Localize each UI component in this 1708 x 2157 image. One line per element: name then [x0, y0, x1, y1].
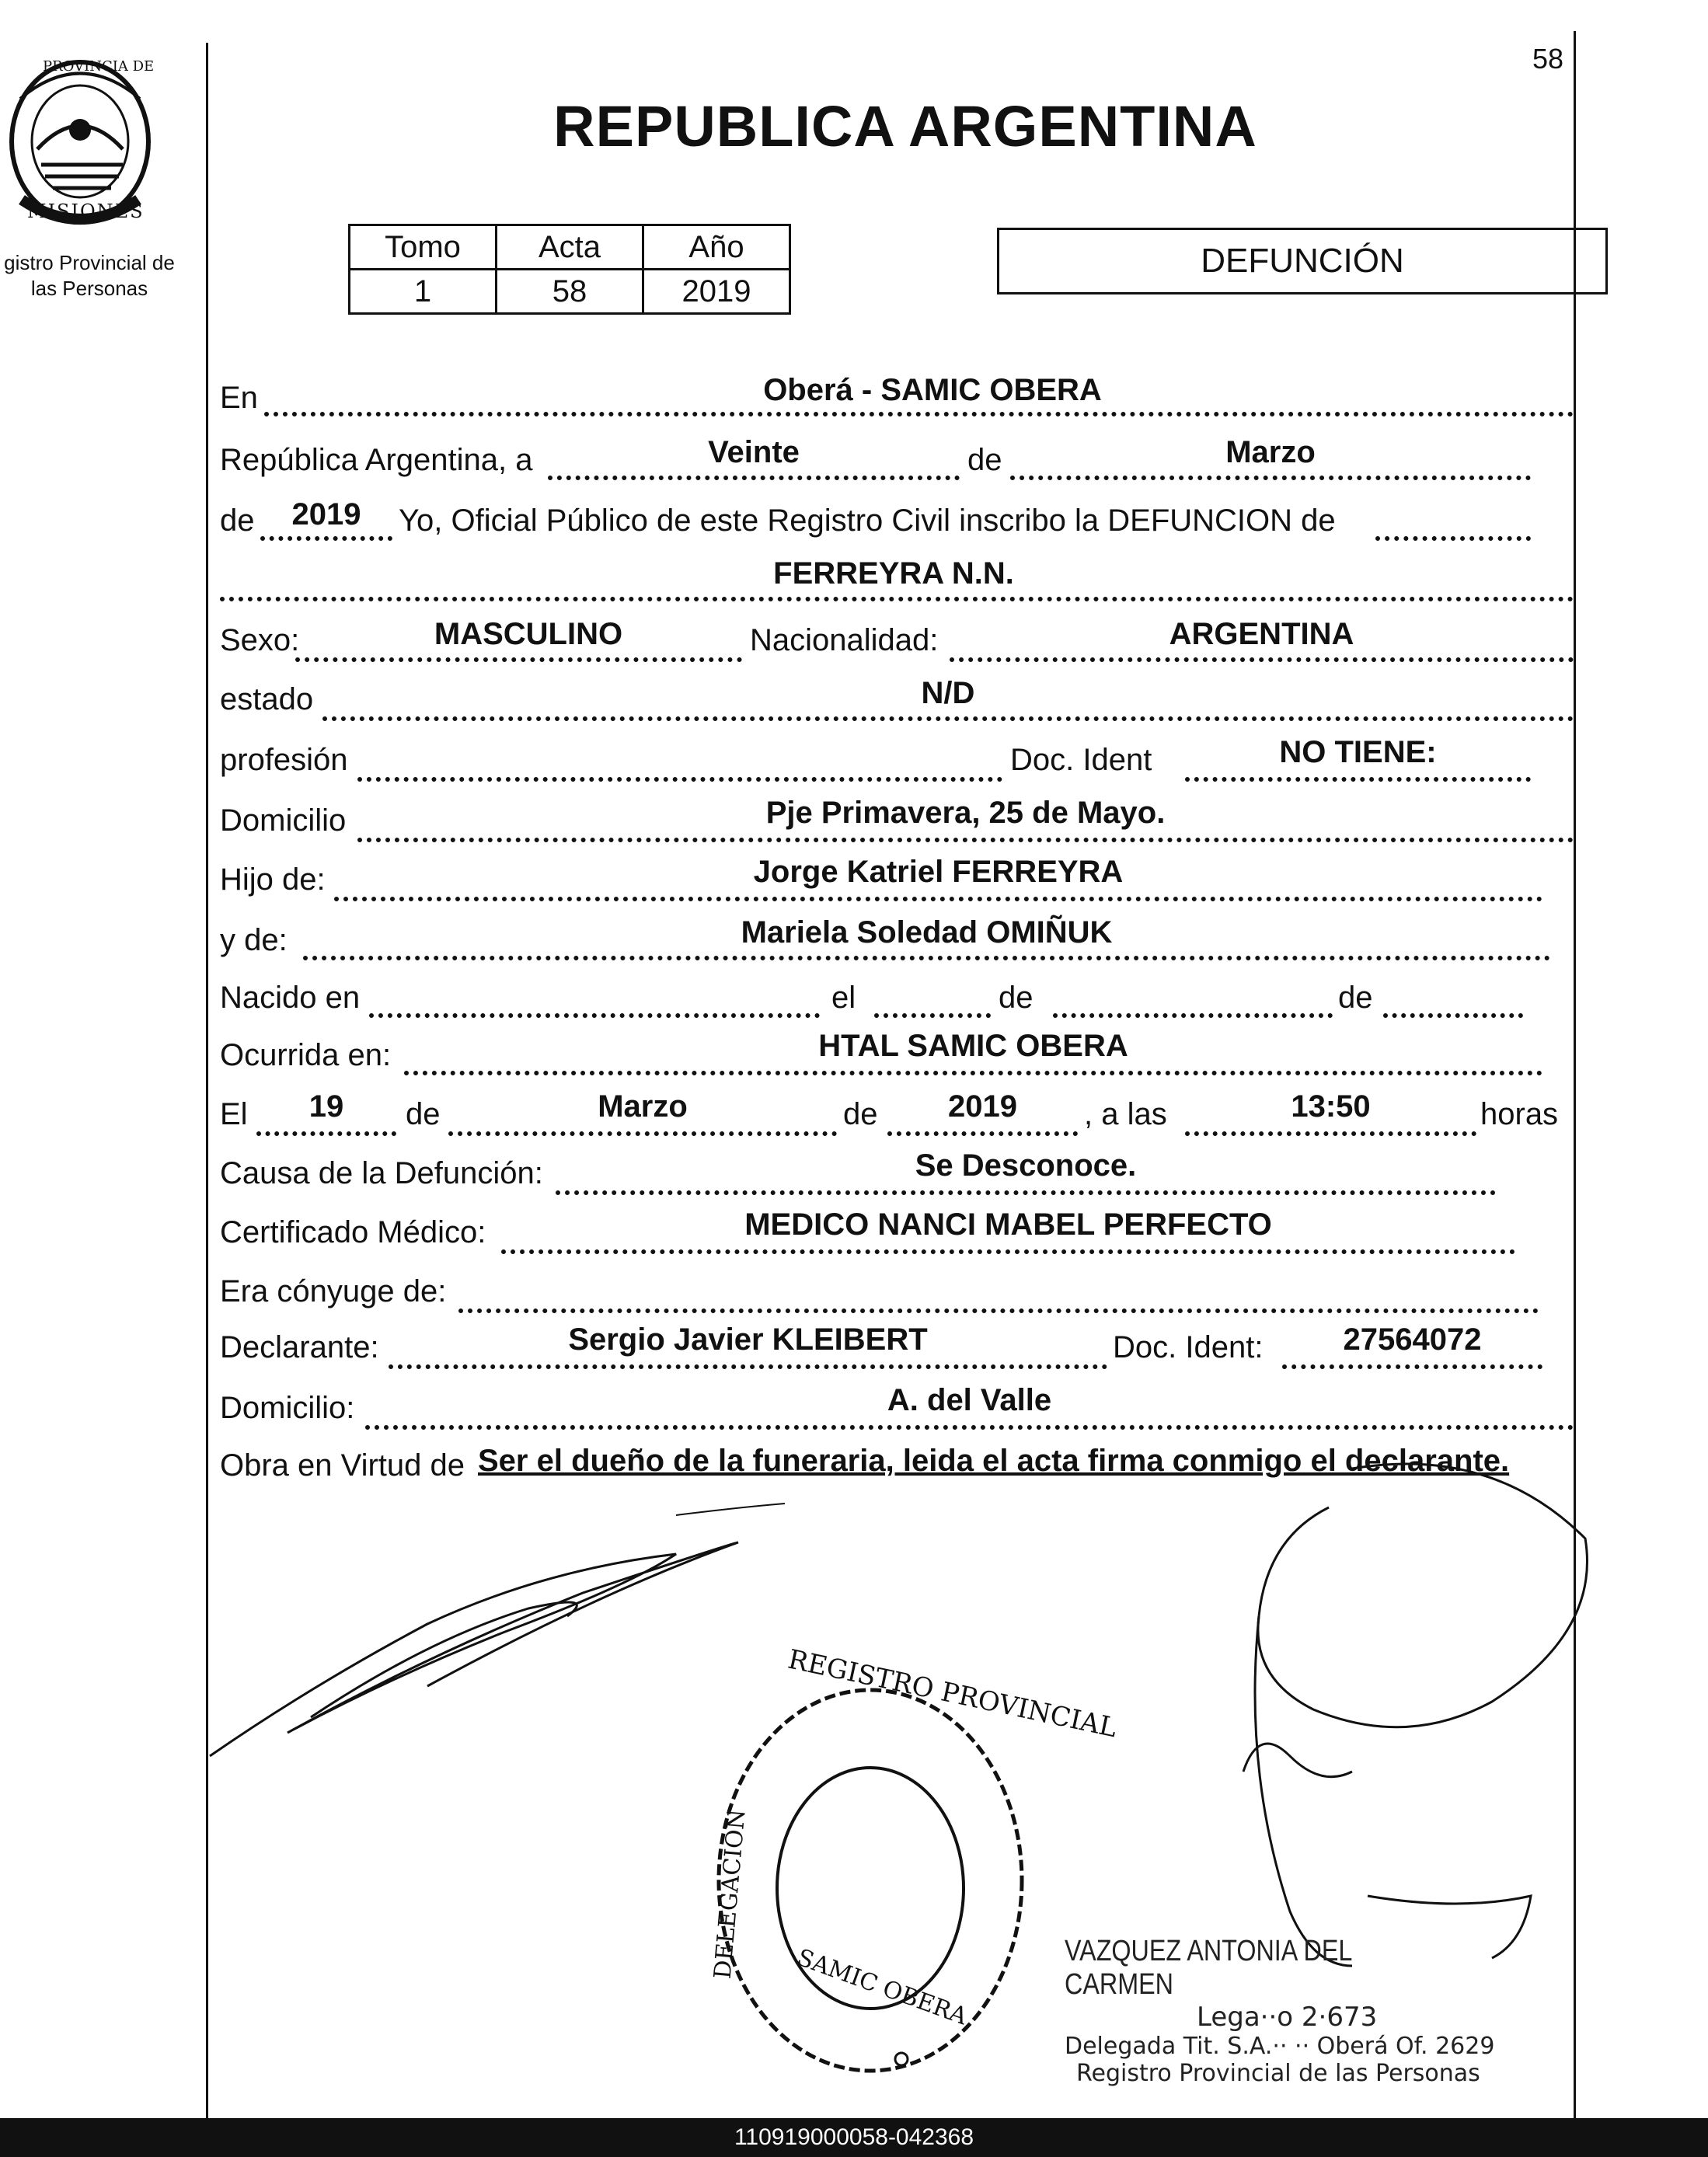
- anio-header: Año: [643, 225, 790, 270]
- sexo-line: [295, 657, 742, 662]
- tomo-header: Tomo: [350, 225, 497, 270]
- registry-table: [348, 224, 791, 315]
- doc2-value: 27564072: [1343, 1322, 1482, 1357]
- nacido-el-label: el: [831, 981, 856, 1015]
- conyuge-label: Era cónyuge de:: [220, 1274, 447, 1308]
- yo-line: [1375, 536, 1531, 541]
- dia-value: Veinte: [708, 435, 800, 469]
- anio2-value: 2019: [948, 1089, 1017, 1124]
- stamp-bottom-text: SAMIC OBERA: [793, 1943, 971, 2031]
- tomo-value: 1: [350, 270, 497, 314]
- ocurrida-value: HTAL SAMIC OBERA: [818, 1029, 1128, 1063]
- officer-delegada: Delegada Tit. S.A.·· ·· Oberá Of. 2629: [1065, 2033, 1495, 2060]
- causa-label: Causa de la Defunción:: [220, 1156, 543, 1190]
- sexo-label: Sexo:: [220, 623, 300, 657]
- official-stamp: [707, 1678, 1034, 2082]
- anio-value: 2019: [291, 497, 361, 531]
- el2-label: El: [220, 1097, 248, 1131]
- estado-value: N/D: [921, 676, 975, 710]
- nacionalidad-line: [950, 657, 1574, 662]
- domicilio2-label: Domicilio:: [220, 1391, 355, 1425]
- yo-text: Yo, Oficial Público de este Registro Civil inscribo la DEFUNCION de: [399, 504, 1336, 538]
- declarante-label: Declarante:: [220, 1330, 379, 1364]
- declarante-line: [389, 1364, 1107, 1369]
- obra-label: Obra en Virtud de: [220, 1448, 465, 1483]
- anio-line: [260, 536, 392, 541]
- seal-text-top: PROVINCIA DE: [43, 58, 155, 75]
- page-number: 58: [1532, 43, 1564, 75]
- profesion-line: [357, 777, 1002, 782]
- dia2-value: 19: [308, 1089, 344, 1124]
- dia2-line: [256, 1131, 396, 1136]
- domicilio-label: Domicilio: [220, 803, 347, 838]
- record-type-box: DEFUNCIÓN: [997, 228, 1608, 294]
- stamp-left-text: DELEGACION: [709, 1807, 751, 1981]
- yde-value: Mariela Soledad OMIÑUK: [741, 915, 1113, 950]
- nacionalidad-value: ARGENTINA: [1169, 617, 1354, 651]
- nacido-mes-line: [1053, 1013, 1333, 1018]
- causa-value: Se Desconoce.: [915, 1148, 1137, 1183]
- doc-ident-line: [1185, 777, 1531, 782]
- horas-label: horas: [1480, 1097, 1559, 1131]
- certificado-label: Certificado Médico:: [220, 1215, 486, 1249]
- seal-caption-line1: gistro Provincial de: [4, 251, 175, 274]
- de-label: de: [967, 443, 1002, 477]
- conyuge-line: [458, 1308, 1539, 1313]
- anio-value: 2019: [643, 270, 790, 314]
- hora-value: 13:50: [1291, 1089, 1371, 1124]
- stamp-top-text: REGISTRO PROVINCIAL: [785, 1643, 1120, 1744]
- domicilio-line: [357, 838, 1574, 842]
- en-line: [264, 412, 1574, 416]
- officer-name: VAZQUEZ ANTONIA DEL CARMEN: [1065, 1935, 1352, 2001]
- hijo-value: Jorge Katriel FERREYRA: [753, 855, 1124, 889]
- en-label: En: [220, 381, 258, 415]
- seal-text-bottom: MISIONES: [27, 200, 145, 222]
- nacido-label: Nacido en: [220, 981, 361, 1015]
- causa-line: [556, 1190, 1496, 1195]
- declarante-value: Sergio Javier KLEIBERT: [568, 1322, 928, 1357]
- hora-line: [1185, 1131, 1476, 1136]
- nacido-anio-line: [1383, 1013, 1523, 1018]
- republica-label: República Argentina, a: [220, 443, 533, 477]
- nombre-value: FERREYRA N.N.: [773, 556, 1014, 591]
- de4-label: de: [843, 1097, 878, 1131]
- obra-value: Ser el dueño de la funeraria, leida el acta firma conmigo el declarante.: [478, 1444, 1510, 1478]
- anio2-line: [887, 1131, 1078, 1136]
- de3-label: de: [406, 1097, 441, 1131]
- domicilio2-line: [365, 1425, 1574, 1430]
- estado-label: estado: [220, 682, 314, 716]
- en-value: Oberá - SAMIC OBERA: [763, 373, 1102, 407]
- acta-header: Acta: [497, 225, 643, 270]
- estado-line: [322, 716, 1574, 721]
- mes2-value: Marzo: [598, 1089, 688, 1124]
- nacido-line: [369, 1013, 820, 1018]
- doc-ident-label: Doc. Ident: [1010, 743, 1152, 777]
- certificado-value: MEDICO NANCI MABEL PERFECTO: [744, 1207, 1272, 1242]
- nacido-de-a-label: de: [999, 981, 1034, 1015]
- nacido-de-b-label: de: [1338, 981, 1373, 1015]
- doc2-line: [1282, 1364, 1542, 1369]
- document-code-footer: 110919000058-042368: [0, 2118, 1708, 2157]
- dia-line: [548, 476, 960, 480]
- domicilio-value: Pje Primavera, 25 de Mayo.: [765, 796, 1166, 830]
- seal-caption: [0, 250, 194, 301]
- alas-label: , a las: [1084, 1097, 1167, 1131]
- profesion-label: profesión: [220, 743, 348, 777]
- nacido-dia-line: [874, 1013, 991, 1018]
- registry-header-row: [350, 225, 790, 270]
- mes-line: [1010, 476, 1531, 480]
- margin-line: [206, 43, 208, 2125]
- domicilio2-value: A. del Valle: [887, 1383, 1052, 1417]
- yde-label: y de:: [220, 923, 288, 957]
- registry-value-row: [350, 270, 790, 314]
- nacionalidad-label: Nacionalidad:: [750, 623, 939, 657]
- de2-label: de: [220, 504, 255, 538]
- nombre-line: [220, 597, 1574, 601]
- officer-legajo: Lega··o 2·673: [1197, 2002, 1378, 2033]
- sexo-value: MASCULINO: [434, 617, 623, 651]
- certificado-line: [501, 1249, 1515, 1254]
- doc2-label: Doc. Ident:: [1113, 1330, 1264, 1364]
- doc-ident-value: NO TIENE:: [1279, 735, 1437, 769]
- yde-line: [303, 956, 1550, 960]
- seal-caption-line2: las Personas: [30, 277, 148, 300]
- ocurrida-label: Ocurrida en:: [220, 1038, 392, 1072]
- mes-value: Marzo: [1225, 435, 1316, 469]
- mes2-line: [448, 1131, 837, 1136]
- acta-value: 58: [497, 270, 643, 314]
- hijo-label: Hijo de:: [220, 862, 326, 897]
- hijo-line: [334, 897, 1542, 901]
- page-title: REPUBLICA ARGENTINA: [553, 94, 1257, 159]
- officer-signature-block: [1065, 1935, 1515, 2087]
- ocurrida-line: [404, 1071, 1542, 1075]
- officer-registro: Registro Provincial de las Personas: [1076, 2060, 1480, 2087]
